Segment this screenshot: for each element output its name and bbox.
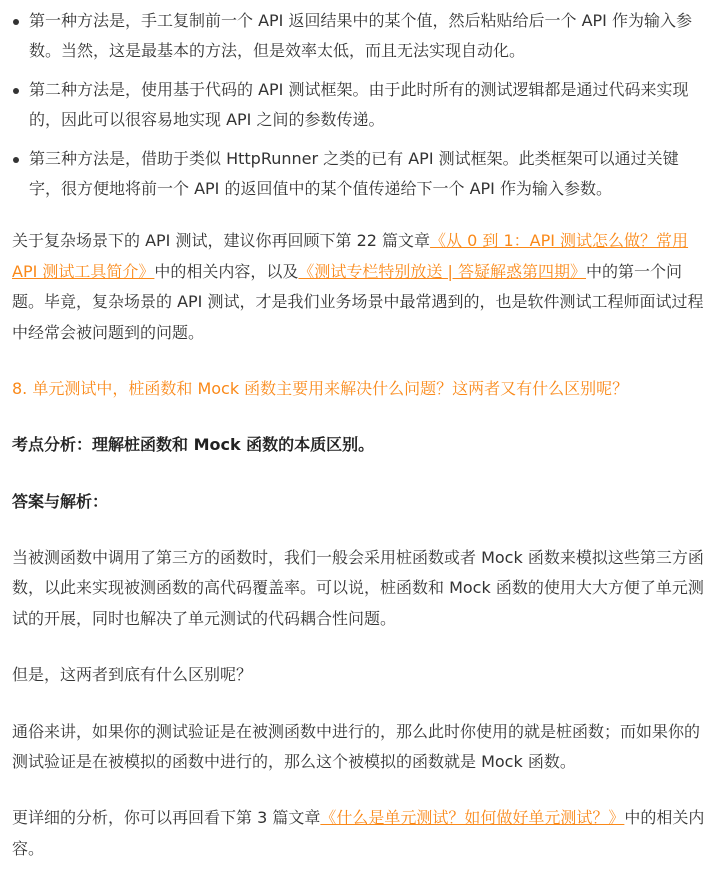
answer-paragraph-2: 但是，这两者到底有什么区别呢？ <box>12 665 253 685</box>
qa-special-4-link[interactable]: 《测试专栏特别放送 | 答疑解惑第四期》 <box>298 261 586 281</box>
bullet-dot-icon <box>13 88 19 94</box>
article-22-link[interactable]: 《从 0 到 1：API 测试怎么做？常用 API 测试工具简介》 <box>12 231 689 281</box>
bullet-dot-icon <box>13 19 19 25</box>
review-text-middle: 中的相关内容，以及 <box>154 261 299 281</box>
list-item <box>12 6 709 67</box>
more-text-prefix: 更详细的分析，你可以再回看下第 3 篇文章 <box>12 808 321 828</box>
review-text-suffix: 中的第一个问题。毕竟，复杂场景的 API 测试，才是我们业务场景中最常遇到的，也是软件测试工程师面试过程中经常会被问题到的问题。 <box>12 261 704 342</box>
answer-paragraph-3: 通俗来讲，如果你的测试验证是在被测函数中进行的，那么此时你使用的就是桩函数；而如果你的测试验证是在被模拟的函数中进行的，那么这个被模拟的函数就是 Mock 函数。 <box>12 721 701 772</box>
answer-heading: 答案与解析： <box>12 491 109 511</box>
list-item-text: 第一种方法是，手工复制前一个 API 返回结果中的某个值，然后粘贴给后一个 API 作为输入参数。当然，这是最基本的方法，但是效率太低，而且无法实现自动化。 <box>29 11 692 61</box>
review-text-prefix: 关于复杂场景下的 API 测试，建议你再回顾下第 22 篇文章 <box>12 231 431 251</box>
list-item <box>12 75 709 136</box>
bullet-dot-icon <box>13 157 19 163</box>
method-list <box>12 6 709 204</box>
question-heading: 8. 单元测试中，桩函数和 Mock 函数主要用来解决什么问题？这两者又有什么区别呢？ <box>12 378 629 398</box>
more-detail-paragraph <box>12 803 709 864</box>
list-item <box>12 144 709 205</box>
list-item-text: 第三种方法是，借助于类似 HttpRunner 之类的已有 API 测试框架。此类框架可以通过关键字，很方便地将前一个 API 的返回值中的某个值传递给下一个 API 作为输入参数。 <box>29 148 679 198</box>
review-paragraph <box>12 226 709 348</box>
list-item-text: 第二种方法是，使用基于代码的 API 测试框架。由于此时所有的测试逻辑都是通过代码来实现的，因此可以很容易地实现 API 之间的参数传递。 <box>29 79 689 130</box>
more-text-suffix: 中的相关内容。 <box>12 808 705 858</box>
analysis-heading: 考点分析：理解桩函数和 Mock 函数的本质区别。 <box>12 435 375 455</box>
answer-paragraph-1: 当被测函数中调用了第三方的函数时，我们一般会采用桩函数或者 Mock 函数来模拟这些第三方函数，以此来实现被测函数的高代码覆盖率。可以说，桩函数和 Mock 函数的使用大大方便了单元测试的开展，同时也解决了单元测试的代码耦合性问题。 <box>12 548 704 628</box>
article-3-link[interactable]: 《什么是单元测试？如何做好单元测试？》 <box>320 808 625 828</box>
